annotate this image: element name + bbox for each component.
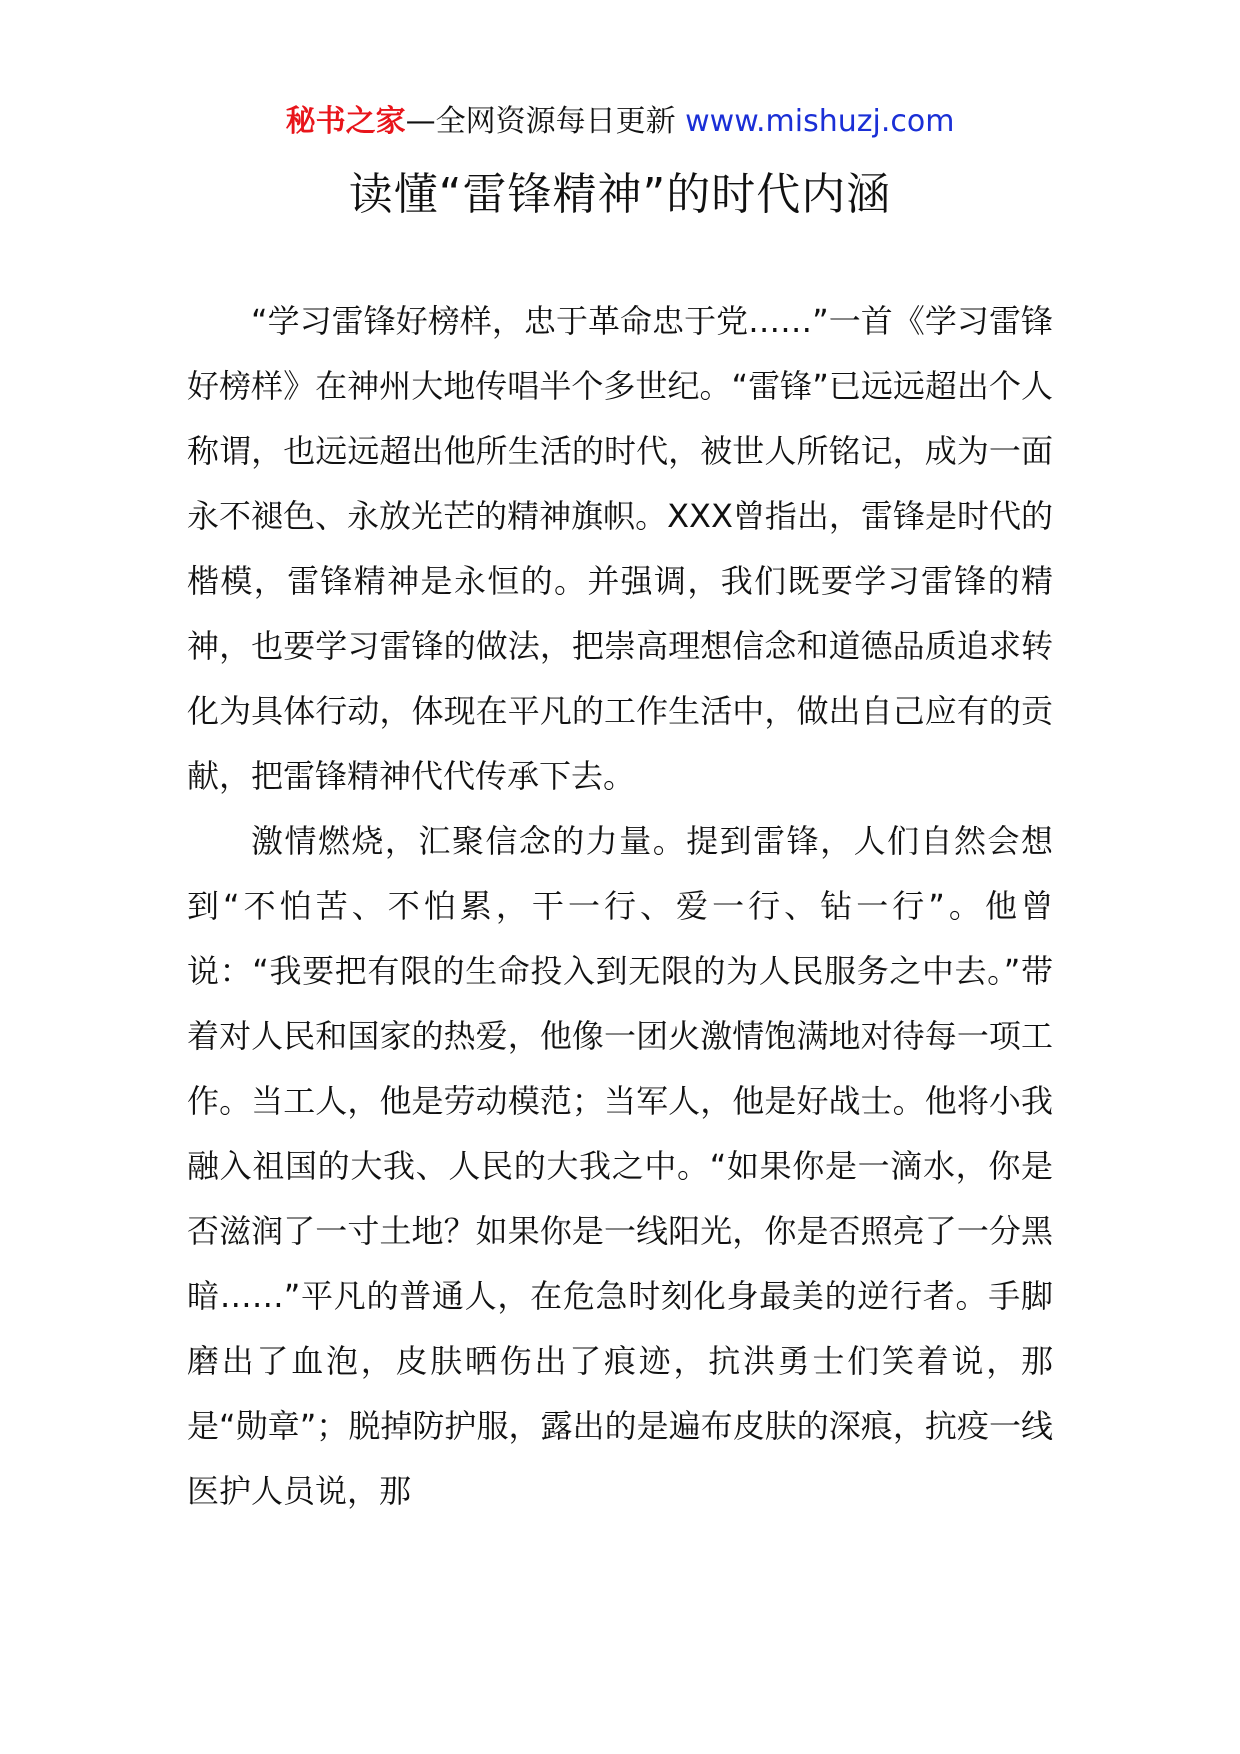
site-brand: 秘书之家 [285,104,406,139]
paragraph-intro: “学习雷锋好榜样，忠于革命忠于党……”一首《学习雷锋好榜样》在神州大地传唱半个多世纪。“雷锋”已远远超出个人称谓，也远远超出他所生活的时代，被世人所铭记，成为一面永不褪色、永放光芒的精神旗帜。XXX曾指出，雷锋是时代的楷模，雷锋精神是永恒的。并强调，我们既要学习雷锋的精神，也要学习雷锋的做法，把崇高理想信念和道德品质追求转化为具体行动，体现在平凡的工作生活中，做出自己应有的贡献，把雷锋精神代代传承下去。 [187,302,1053,795]
paragraph-passion: 激情燃烧，汇聚信念的力量。提到雷锋，人们自然会想到“不怕苦、不怕累，干一行、爱一行、钻一行”。他曾说：“我要把有限的生命投入到无限的为人民服务之中去。”带着对人民和国家的热爱，他像一团火激情饱满地对待每一项工作。当工人，他是劳动模范；当军人，他是好战士。他将小我融入祖国的大我、人民的大我之中。“如果你是一滴水，你是否滋润了一寸土地？如果你是一线阳光，你是否照亮了一分黑暗……”平凡的普通人，在危急时刻化身最美的逆行者。手脚磨出了血泡，皮肤晒伤出了痕迹，抗洪勇士们笑着说，那是“勋章”；脱掉防护服，露出的是遍布皮肤的深痕，抗疫一线医护人员说，那 [187,822,1053,1510]
document-title: 读懂“雷锋精神”的时代内涵 [348,169,892,220]
site-url[interactable]: www.mishuzj.com [685,104,955,139]
site-tagline: —全网资源每日更新 [405,104,676,139]
document-body [187,289,1053,1524]
site-header [0,100,1240,144]
